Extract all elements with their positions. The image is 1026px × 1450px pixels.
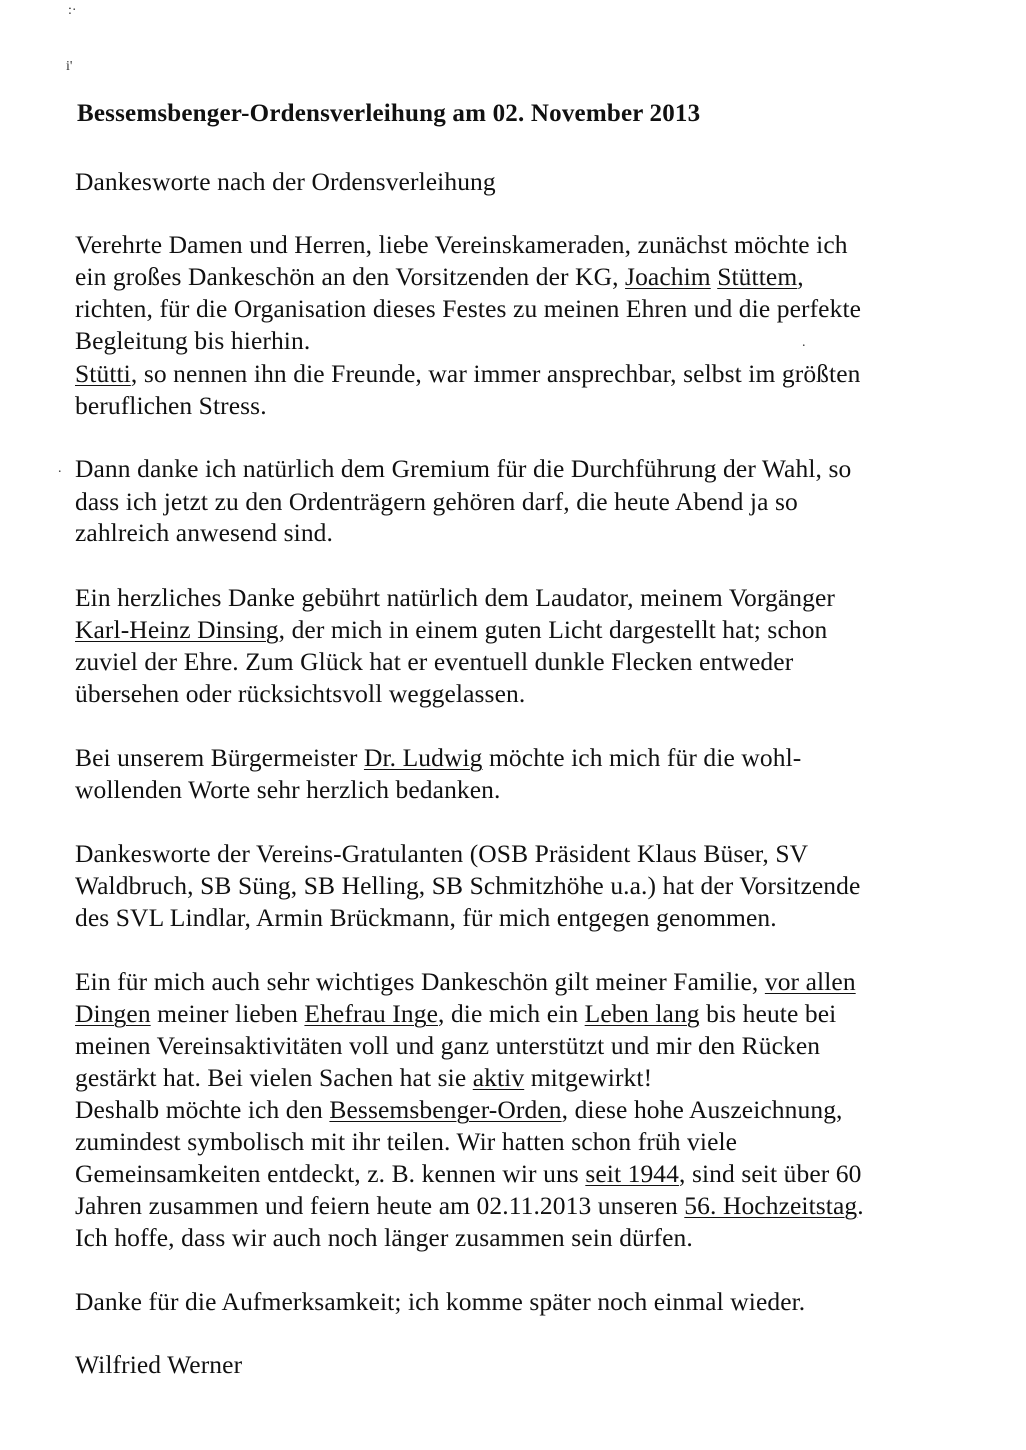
text-segment: möchte ich mich für die wohl-: [482, 743, 802, 772]
text-line: [75, 1193, 864, 1219]
text-segment: Ich hoffe, dass wir auch noch länger zusammen sein dürfen.: [75, 1223, 693, 1252]
text-line: [75, 1161, 862, 1187]
text-segment: zuviel der Ehre. Zum Glück hat er eventuell dunkle Flecken entweder: [75, 647, 794, 676]
underlined-text: Dingen: [75, 999, 151, 1028]
text-segment: zumindest symbolisch mit ihr teilen. Wir hatten schon früh viele: [75, 1127, 738, 1156]
text-segment: mitgewirkt!: [524, 1063, 653, 1092]
text-line: [75, 873, 860, 899]
text-line: [75, 617, 827, 643]
text-line: [75, 841, 808, 867]
text-segment: richten, für die Organisation dieses Festes zu meinen Ehren und die perfekte: [75, 294, 862, 323]
text-line: [75, 361, 860, 387]
scan-speck-top: :·: [68, 3, 77, 18]
text-segment: übersehen oder rücksichtsvoll weggelassen.: [75, 679, 526, 708]
text-segment: , sind seit über 60: [679, 1159, 862, 1188]
text-segment: Begleitung bis hierhin.: [75, 326, 311, 355]
text-line: [75, 520, 333, 546]
text-line: [75, 1352, 242, 1378]
underlined-text: Ehefrau Inge: [304, 999, 438, 1028]
text-line: [75, 777, 501, 803]
text-segment: ,: [797, 262, 804, 291]
text-line: [75, 1289, 805, 1315]
underlined-text: aktiv: [472, 1063, 525, 1092]
scan-speck-left: i': [66, 59, 73, 74]
text-segment: des SVL Lindlar, Armin Brückmann, für mich entgegen genommen.: [75, 903, 777, 932]
text-segment: wollenden Worte sehr herzlich bedanken.: [75, 775, 501, 804]
text-line: [75, 1097, 843, 1123]
underlined-text: Joachim: [625, 262, 711, 291]
text-line: [75, 745, 801, 771]
text-segment: meiner lieben: [150, 999, 305, 1028]
text-segment: dass ich jetzt zu den Ordenträgern gehören darf, die heute Abend ja so: [75, 487, 798, 516]
underlined-text: Karl-Heinz Dinsing: [75, 615, 279, 644]
text-segment: beruflichen Stress.: [75, 391, 267, 420]
text-line: [75, 489, 798, 515]
text-segment: Wilfried Werner: [75, 1350, 243, 1379]
text-segment: meinen Vereinsaktivitäten voll und ganz unterstützt und mir den Rücken: [75, 1031, 821, 1060]
text-line: [75, 1225, 693, 1251]
text-segment: .: [857, 1191, 864, 1220]
text-segment: Danke für die Aufmerksamkeit; ich komme später noch einmal wieder.: [75, 1287, 806, 1316]
text-segment: , so nennen ihn die Freunde, war immer ansprechbar, selbst im größten: [130, 359, 861, 388]
text-segment: , diese hohe Auszeichnung,: [561, 1095, 843, 1124]
underlined-text: Stütti: [75, 359, 131, 388]
text-segment: Deshalb möchte ich den: [75, 1095, 330, 1124]
text-line: [75, 264, 804, 290]
scan-speck-left-2: .: [58, 461, 62, 476]
document-title: Bessemsbenger-Ordensverleihung am 02. November 2013: [77, 100, 701, 127]
text-line: [75, 1129, 737, 1155]
text-segment: , die mich ein: [438, 999, 585, 1028]
underlined-text: 56. Hochzeitstag: [684, 1191, 858, 1220]
underlined-text: seit 1944: [585, 1159, 679, 1188]
text-segment: Gemeinsamkeiten entdeckt, z. B. kennen wir uns: [75, 1159, 586, 1188]
text-segment: Dann danke ich natürlich dem Gremium für die Durchführung der Wahl, so: [75, 454, 852, 483]
text-segment: gestärkt hat. Bei vielen Sachen hat sie: [75, 1063, 473, 1092]
text-line: [75, 296, 861, 322]
document-subtitle: Dankesworte nach der Ordensverleihung: [75, 167, 496, 196]
text-segment: Jahren zusammen und feiern heute am 02.11.2013 unseren: [75, 1191, 685, 1220]
text-line: [75, 328, 310, 354]
text-segment: Ein für mich auch sehr wichtiges Dankeschön gilt meiner Familie,: [75, 967, 765, 996]
text-line: [75, 649, 793, 675]
underlined-text: Bessemsbenger-Orden: [329, 1095, 562, 1124]
text-line: [75, 681, 525, 707]
text-line: [75, 905, 777, 931]
text-segment: ein großes Dankeschön an den Vorsitzenden der KG,: [75, 262, 626, 291]
text-segment: bis heute bei: [699, 999, 837, 1028]
text-line: [75, 969, 856, 995]
text-line: [75, 585, 835, 611]
text-line: [75, 1001, 836, 1027]
text-segment: Bei unserem Bürgermeister: [75, 743, 364, 772]
text-segment: Ein herzliches Danke gebührt natürlich dem Laudator, meinem Vorgänger: [75, 583, 836, 612]
underlined-text: Dr. Ludwig: [363, 743, 483, 772]
text-segment: , der mich in einem guten Licht dargestellt hat; schon: [278, 615, 828, 644]
text-segment: Verehrte Damen und Herren, liebe Vereinskameraden, zunächst möchte ich: [75, 230, 848, 259]
text-line: [75, 456, 851, 482]
text-line: [75, 1065, 652, 1091]
text-line: [75, 393, 267, 419]
scan-speck-mid: .: [802, 335, 806, 350]
text-line: [75, 232, 848, 258]
text-segment: Waldbruch, SB Süng, SB Helling, SB Schmitzhöhe u.a.) hat der Vorsitzende: [75, 871, 861, 900]
underlined-text: vor allen: [764, 967, 856, 996]
text-segment: Dankesworte der Vereins-Gratulanten (OSB Präsident Klaus Büser, SV: [75, 839, 809, 868]
underlined-text: Stüttem: [717, 262, 798, 291]
text-segment: zahlreich anwesend sind.: [75, 518, 334, 547]
underlined-text: Leben lang: [584, 999, 700, 1028]
text-line: [75, 1033, 820, 1059]
